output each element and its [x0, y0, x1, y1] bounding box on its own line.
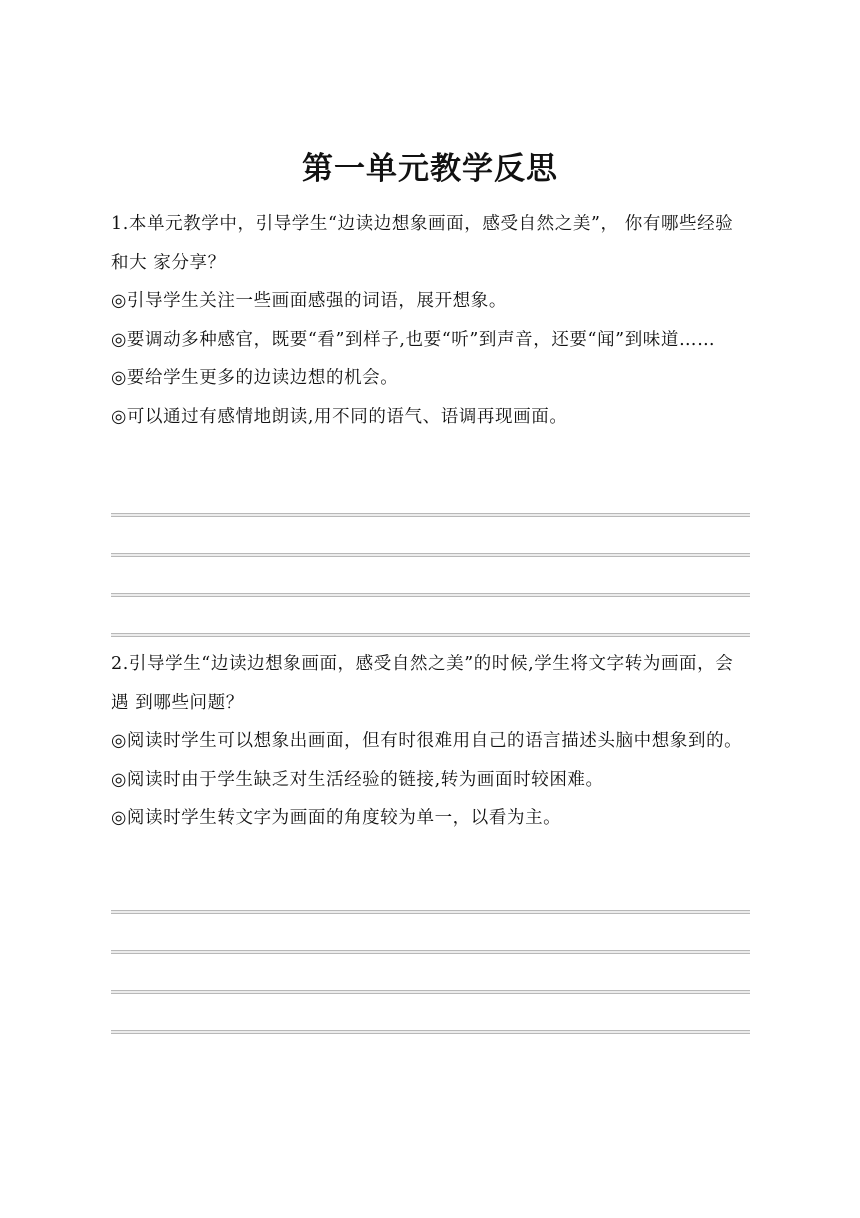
answer-point: ◎可以通过有感情地朗读,用不同的语气、语调再现画面。 — [111, 406, 568, 427]
answer-point: ◎要给学生更多的边读边想的机会。 — [111, 368, 399, 388]
writing-line — [111, 553, 750, 557]
question-2: 2.引导学生“边读边想象画面，感受自然之美”的时候,学生将文字转为画面，会遇 到哪些问题？ — [111, 654, 734, 713]
reflection-section-2 — [111, 645, 751, 838]
writing-line — [111, 1030, 750, 1034]
answer-point: ◎引导学生关注一些画面感强的词语，展开想象。 — [111, 291, 507, 311]
answer-point: ◎要调动多种感官，既要“看”到样子,也要“听”到声音，还要“闻”到味道…… — [111, 329, 716, 350]
answer-point: ◎阅读时学生可以想象出画面，但有时很难用自己的语言描述头脑中想象到的。 — [111, 731, 743, 751]
answer-point: ◎阅读时由于学生缺乏对生活经验的链接,转为画面时较困难。 — [111, 769, 604, 790]
writing-line — [111, 950, 750, 954]
answer-point: ◎阅读时学生转文字为画面的角度较为单一，以看为主。 — [111, 808, 562, 828]
writing-line — [111, 990, 750, 994]
question-1: 1.本单元教学中，引导学生“边读边想象画面，感受自然之美”， 你有哪些经验和大 家分享？ — [111, 214, 734, 273]
page-title: 第一单元教学反思 — [302, 151, 558, 187]
reflection-section-1 — [111, 205, 751, 436]
writing-line — [111, 633, 750, 637]
writing-line — [111, 910, 750, 914]
writing-line — [111, 513, 750, 517]
writing-line — [111, 593, 750, 597]
